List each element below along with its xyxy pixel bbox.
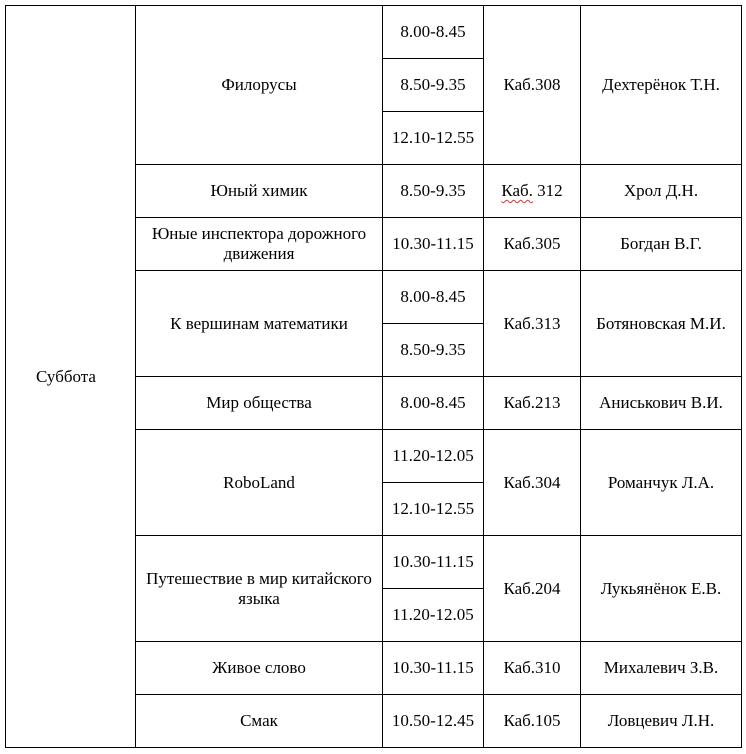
room-prefix: Каб. bbox=[503, 578, 536, 598]
room-cell bbox=[484, 695, 581, 748]
club-name: Мир общества bbox=[136, 377, 383, 430]
teacher-cell: Дехтерёнок Т.Н. bbox=[581, 6, 742, 165]
time-slot: 10.30-11.15 bbox=[383, 642, 484, 695]
room-number: 105 bbox=[535, 711, 561, 730]
room-prefix: Каб. bbox=[503, 711, 536, 730]
teacher-cell: Романчук Л.А. bbox=[581, 430, 742, 536]
time-slot: 10.30-11.15 bbox=[383, 536, 484, 589]
room-prefix: Каб. bbox=[501, 181, 533, 200]
room-prefix: Каб. bbox=[503, 393, 536, 412]
room-number: 312 bbox=[532, 181, 563, 200]
time-slot: 12.10-12.55 bbox=[383, 483, 484, 536]
room-number: 310 bbox=[535, 658, 561, 677]
club-name: Филорусы bbox=[136, 6, 383, 165]
teacher-cell: Михалевич З.В. bbox=[581, 642, 742, 695]
time-slot: 8.50-9.35 bbox=[383, 165, 484, 218]
time-slot: 12.10-12.55 bbox=[383, 112, 484, 165]
time-slot: 11.20-12.05 bbox=[383, 430, 484, 483]
room-cell bbox=[484, 430, 581, 536]
room-prefix: Каб. bbox=[503, 313, 536, 333]
teacher-cell: Хрол Д.Н. bbox=[581, 165, 742, 218]
room-number: 304 bbox=[535, 472, 561, 492]
schedule-table bbox=[5, 5, 742, 748]
teacher-cell: Аниськович В.И. bbox=[581, 377, 742, 430]
time-slot: 8.50-9.35 bbox=[383, 324, 484, 377]
room-number: 305 bbox=[535, 234, 561, 253]
room-cell bbox=[484, 642, 581, 695]
club-name: Смак bbox=[136, 695, 383, 748]
room-number: 313 bbox=[535, 313, 561, 333]
time-slot: 8.00-8.45 bbox=[383, 6, 484, 59]
room-prefix: Каб. bbox=[503, 75, 536, 94]
time-slot: 11.20-12.05 bbox=[383, 589, 484, 642]
club-name: Юный химик bbox=[136, 165, 383, 218]
room-number: 213 bbox=[535, 393, 561, 412]
teacher-cell: Ботяновская М.И. bbox=[581, 271, 742, 377]
room-prefix: Каб. bbox=[503, 658, 536, 677]
table-row bbox=[6, 6, 742, 59]
teacher-cell: Лукьянёнок Е.В. bbox=[581, 536, 742, 642]
time-slot: 8.00-8.45 bbox=[383, 271, 484, 324]
time-slot: 8.50-9.35 bbox=[383, 59, 484, 112]
time-slot: 8.00-8.45 bbox=[383, 377, 484, 430]
room-cell bbox=[484, 6, 581, 165]
time-slot: 10.50-12.45 bbox=[383, 695, 484, 748]
room-number: 308 bbox=[535, 75, 561, 94]
room-cell bbox=[484, 165, 581, 218]
room-cell bbox=[484, 271, 581, 377]
teacher-cell: Богдан В.Г. bbox=[581, 218, 742, 271]
room-number: 204 bbox=[535, 578, 561, 598]
club-name: RoboLand bbox=[136, 430, 383, 536]
club-name: Юные инспектора дорожного движения bbox=[136, 218, 383, 271]
teacher-cell: Ловцевич Л.Н. bbox=[581, 695, 742, 748]
room-cell bbox=[484, 377, 581, 430]
room-prefix: Каб. bbox=[503, 472, 536, 492]
room-prefix: Каб. bbox=[503, 234, 536, 253]
club-name: Путешествие в мир китайского языка bbox=[136, 536, 383, 642]
room-cell bbox=[484, 218, 581, 271]
room-cell bbox=[484, 536, 581, 642]
time-slot: 10.30-11.15 bbox=[383, 218, 484, 271]
club-name: К вершинам математики bbox=[136, 271, 383, 377]
club-name: Живое слово bbox=[136, 642, 383, 695]
day-cell: Суббота bbox=[6, 6, 136, 748]
